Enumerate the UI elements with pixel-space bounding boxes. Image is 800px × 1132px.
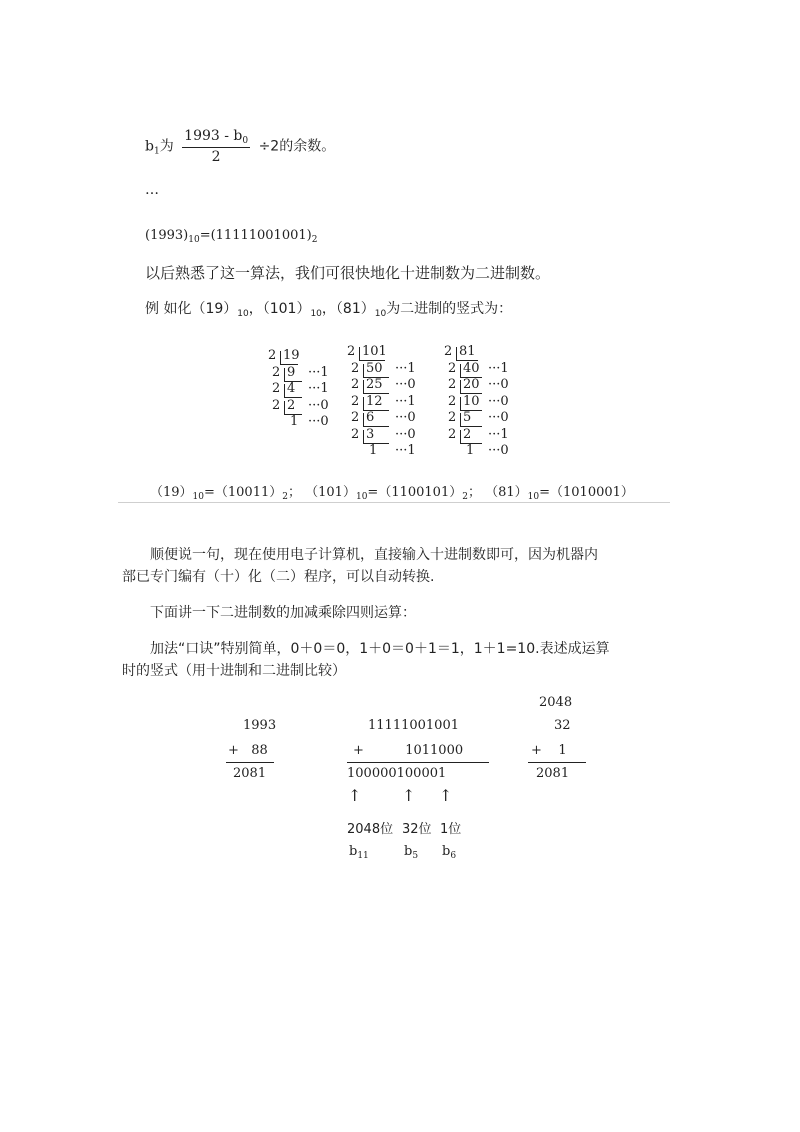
dec-sum: 2081 — [233, 766, 267, 781]
bit-b11-sub: 11 — [357, 851, 369, 861]
b1-subscript: 1 — [153, 146, 160, 157]
divisor: 2 — [351, 426, 360, 442]
arrow-up-icon: ↑ — [439, 786, 453, 805]
conv-left: (1993) — [145, 228, 189, 243]
bin-sum-line — [347, 762, 489, 763]
divisor: 2 — [347, 344, 356, 359]
remainder: ···0 — [308, 414, 329, 429]
dec-addend-b: + 88 — [228, 743, 268, 758]
results-line — [150, 481, 634, 502]
division-bracket — [280, 351, 281, 364]
quotient-value: 25 — [366, 377, 383, 392]
quotient-value: 101 — [362, 344, 387, 359]
division-bracket — [460, 430, 461, 443]
b1-suffix: ÷2的余数。 — [258, 138, 336, 155]
fraction-numerator — [182, 128, 250, 148]
b1-wei: 为 — [159, 138, 174, 155]
division-bracket — [460, 397, 461, 410]
bit-b6 — [442, 844, 456, 861]
division-bracket — [363, 380, 364, 393]
example-prefix: 例 如化（19） — [145, 301, 238, 317]
fraction — [182, 128, 250, 165]
conv-left-sub: 10 — [188, 235, 200, 245]
quotient-value: 19 — [283, 348, 300, 363]
separator-line — [118, 502, 670, 503]
quotient-value: 1 — [369, 443, 378, 458]
divisor: 2 — [351, 393, 360, 409]
example-mid1: ，（101） — [248, 301, 311, 317]
divisor: 2 — [351, 377, 360, 392]
remainder: ···1 — [308, 364, 329, 380]
example-sub3: 10 — [374, 309, 387, 319]
quotient-value: 40 — [463, 360, 480, 376]
remainder: ···0 — [395, 426, 416, 442]
label-1: 1位 — [440, 822, 462, 837]
dec-addend-a: 1993 — [243, 718, 277, 733]
divisor: 2 — [448, 377, 457, 392]
fraction-denominator: 2 — [211, 149, 221, 165]
pow-sum-line — [528, 762, 586, 763]
bin-addend-a: 11111001001 — [368, 718, 459, 733]
remainder: ···0 — [488, 410, 509, 425]
b1-definition-line — [145, 128, 335, 165]
divisor: 2 — [272, 364, 281, 380]
bit-b5-sub: 5 — [412, 851, 419, 861]
division-bracket — [460, 380, 461, 393]
remainder: ···1 — [395, 360, 416, 376]
quotient-value: 20 — [463, 377, 480, 392]
para1-line2: 部已专门编有（十）化（二）程序，可以自动转换. — [122, 569, 435, 585]
pow-1: + 1 — [531, 743, 567, 758]
numerator-subscript: 0 — [242, 136, 249, 146]
bin-addend-b: + 1011000 — [353, 743, 464, 758]
r2a: （101） — [305, 485, 356, 500]
division-bracket — [460, 364, 461, 377]
label-2048: 2048位 — [347, 822, 394, 837]
quotient-value: 12 — [366, 393, 383, 409]
division-bracket — [460, 413, 461, 426]
r2b: =（1100101） — [367, 485, 463, 500]
example-mid2: ，（81） — [321, 301, 375, 317]
division-bracket — [363, 397, 364, 410]
remainder: ···1 — [395, 393, 416, 409]
divisor: 2 — [444, 344, 453, 359]
quotient-value: 5 — [463, 410, 472, 425]
quotient-value: 4 — [287, 381, 296, 396]
para3-line1: 加法“口诀”特别简单，0＋0＝0，1＋0＝0＋1＝1，1＋1=10.表述成运算 — [150, 641, 610, 657]
quotient-value: 2 — [463, 426, 472, 442]
divisor: 2 — [272, 397, 281, 413]
para2: 下面讲一下二进制数的加减乘除四则运算： — [150, 605, 416, 621]
division-bracket — [363, 413, 364, 426]
numerator-text: 1993 - b — [184, 128, 243, 144]
divisor: 2 — [448, 393, 457, 409]
remainder: ···0 — [395, 410, 416, 425]
division-bracket — [456, 347, 457, 360]
remainder: ···1 — [308, 381, 329, 396]
remainder: ···0 — [395, 377, 416, 392]
divisor: 2 — [272, 381, 281, 396]
pow-2048: 2048 — [539, 695, 573, 710]
remainder: ···1 — [395, 443, 416, 458]
conversion-1993 — [145, 228, 317, 245]
division-bracket — [363, 364, 364, 377]
remainder: ···0 — [308, 397, 329, 413]
sentence-familiar: 以后熟悉了这一算法，我们可很快地化十进制数为二进制数。 — [145, 264, 551, 282]
bit-b11-letter: b — [349, 844, 358, 859]
example-suffix: 为二进制的竖式为： — [386, 301, 513, 317]
quotient-value: 3 — [366, 426, 375, 442]
r3sub: 10 — [527, 492, 540, 502]
remainder: ···1 — [488, 426, 509, 442]
r3b: =（1010001） — [539, 485, 634, 500]
example-sub2: 10 — [310, 309, 322, 319]
divisor: 2 — [351, 410, 360, 425]
r1sub2: 2 — [282, 492, 288, 502]
r1c: ； — [287, 485, 301, 500]
bin-sum: 100000100001 — [347, 766, 447, 781]
quotient-value: 2 — [287, 397, 296, 413]
division-bracket — [284, 368, 285, 381]
division-bracket — [284, 401, 285, 414]
divisor: 2 — [448, 426, 457, 442]
r1b: =（10011） — [204, 485, 283, 500]
ellipsis: … — [145, 182, 159, 198]
bit-b6-letter: b — [442, 844, 451, 859]
quotient-value: 1 — [466, 443, 475, 458]
para3-line2: 时的竖式（用十进制和二进制比较） — [122, 663, 346, 679]
arrow-up-icon: ↑ — [402, 786, 416, 805]
bit-b5-letter: b — [404, 844, 413, 859]
arrow-up-icon: ↑ — [348, 786, 362, 805]
divisor: 2 — [448, 410, 457, 425]
b1-symbol: b — [145, 138, 154, 155]
pow-32: 32 — [554, 718, 571, 733]
r2sub2: 2 — [462, 492, 468, 502]
pow-sum: 2081 — [536, 766, 570, 781]
r2c: ； — [467, 485, 481, 500]
r1a: （19） — [150, 485, 193, 500]
division-bracket — [284, 384, 285, 397]
bit-b5 — [404, 844, 418, 861]
quotient-value: 81 — [459, 344, 476, 359]
remainder: ···0 — [488, 443, 509, 458]
para1-line1: 顺便说一句，现在使用电子计算机，直接输入十进制数即可，因为机器内 — [150, 547, 598, 563]
remainder: ···0 — [488, 377, 509, 392]
conv-eq: =(11111001001) — [199, 228, 312, 243]
remainder: ···1 — [488, 360, 509, 376]
dec-sum-line — [226, 762, 274, 763]
division-bracket — [359, 347, 360, 360]
r1sub: 10 — [192, 492, 204, 502]
quotient-value: 50 — [366, 360, 383, 376]
example-sub1: 10 — [237, 309, 249, 319]
divisor: 2 — [268, 348, 277, 363]
label-32: 32位 — [402, 822, 432, 837]
division-bracket — [363, 430, 364, 443]
example-line — [145, 298, 512, 319]
divisor: 2 — [448, 360, 457, 376]
bit-b6-sub: 6 — [450, 851, 457, 861]
divisor: 2 — [351, 360, 360, 376]
r2sub: 10 — [355, 492, 368, 502]
remainder: ···0 — [488, 393, 509, 409]
quotient-value: 6 — [366, 410, 375, 425]
quotient-value: 10 — [463, 393, 480, 409]
quotient-value: 9 — [287, 364, 296, 380]
r3a: （81） — [485, 485, 528, 500]
conv-right-sub: 2 — [311, 235, 318, 245]
bit-b11 — [349, 844, 369, 861]
quotient-value: 1 — [290, 414, 299, 429]
